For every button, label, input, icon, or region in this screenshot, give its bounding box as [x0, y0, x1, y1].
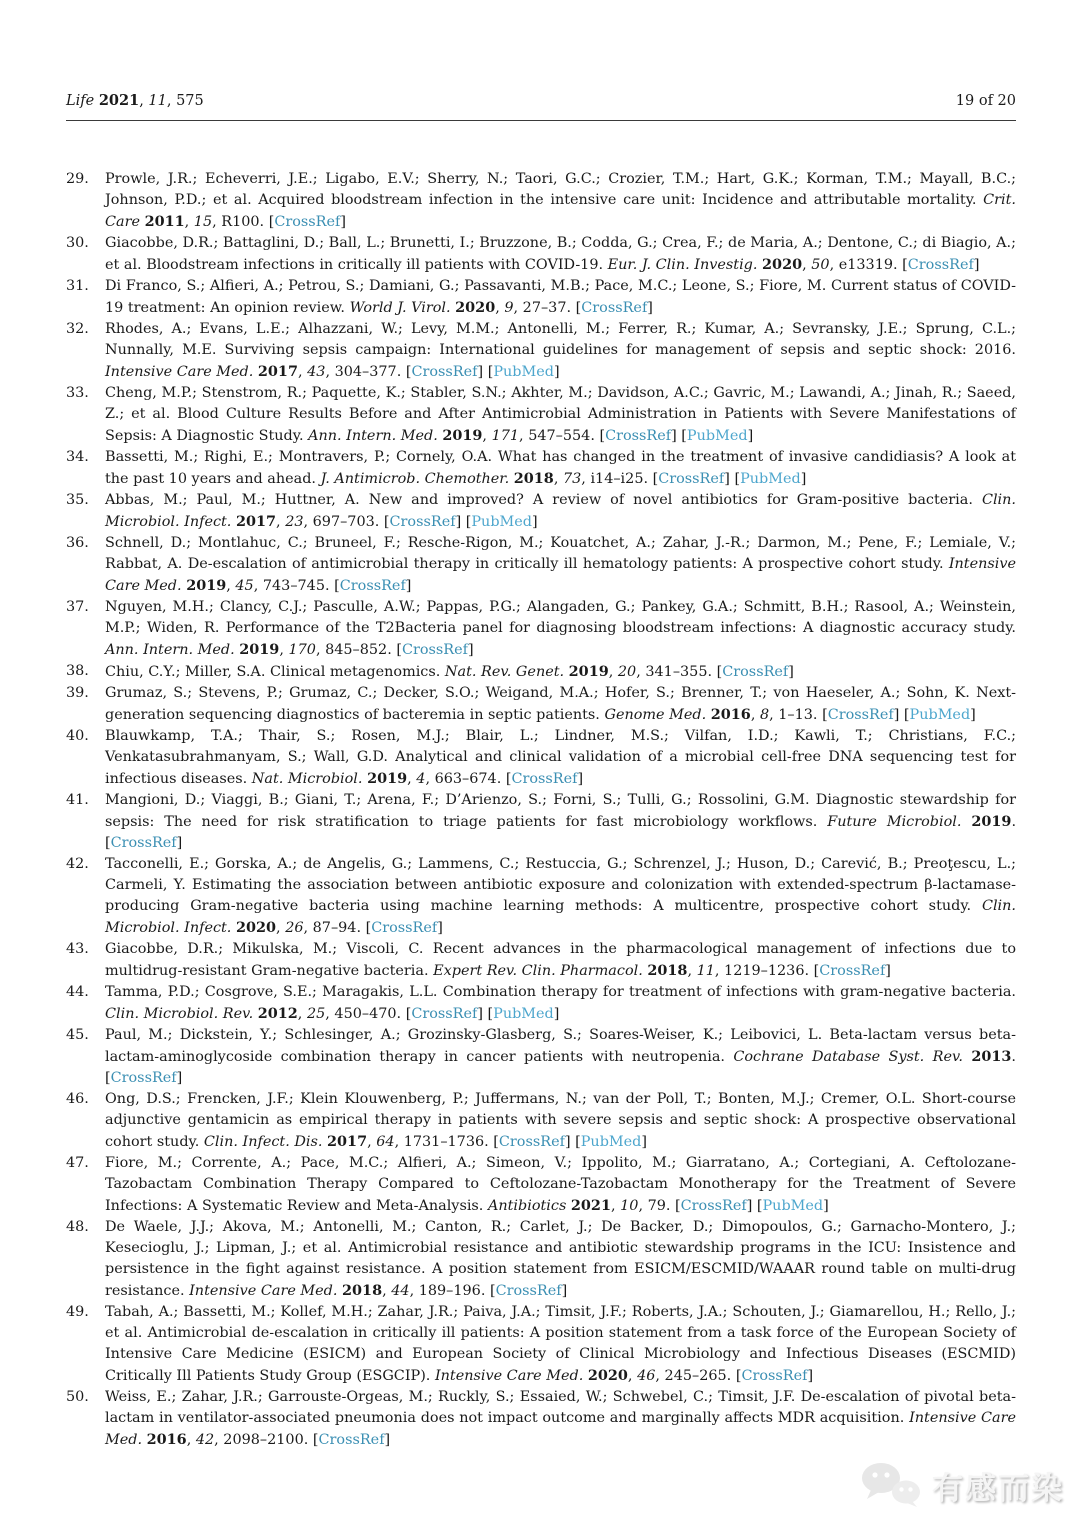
reference-item: [66, 447, 1016, 490]
crossref-link[interactable]: CrossRef: [411, 1006, 478, 1022]
reference-item: [66, 1153, 1016, 1217]
reference-item: [66, 533, 1016, 597]
pubmed-link[interactable]: PubMed: [909, 707, 971, 723]
reference-item: [66, 1089, 1016, 1153]
crossref-link[interactable]: CrossRef: [498, 1134, 565, 1150]
crossref-link[interactable]: CrossRef: [511, 771, 578, 787]
reference-text: Ong, D.S.; Frencken, J.F.; Klein Klouwenberg, P.; Juffermans, N.; van der Poll, T.; Bonten, M.J.; Cremer, O.L. Short-course adjunctive gentamicin as empirical therapy in patients with severe sepsis and septic shock: A prospective observational cohort study. Clin. Infect. Dis. 2017, 64, 1731–1736. [CrossRef] [PubMed]: [105, 1091, 1016, 1150]
reference-number: 45.: [66, 1027, 89, 1043]
crossref-link[interactable]: CrossRef: [318, 1432, 385, 1448]
crossref-link[interactable]: CrossRef: [371, 920, 438, 936]
reference-text: Di Franco, S.; Alfieri, A.; Petrou, S.; Damiani, G.; Passavanti, M.B.; Pace, M.C.; Leone, S.; Fiore, M. Current status of COVID-19 treatment: An opinion review. World J. Virol. 2020, 9, 27–37. [CrossRef]: [105, 278, 1016, 316]
wechat-icon: [860, 1461, 924, 1509]
reference-item: [66, 982, 1016, 1025]
reference-number: 42.: [66, 856, 89, 872]
crossref-link[interactable]: CrossRef: [110, 1070, 177, 1086]
pubmed-link[interactable]: PubMed: [580, 1134, 642, 1150]
reference-number: 37.: [66, 599, 89, 615]
reference-number: 49.: [66, 1304, 89, 1320]
references-list: [66, 169, 1016, 1451]
crossref-link[interactable]: CrossRef: [274, 214, 341, 230]
crossref-link[interactable]: CrossRef: [401, 642, 468, 658]
reference-text: Mangioni, D.; Viaggi, B.; Giani, T.; Arena, F.; D’Arienzo, S.; Forni, S.; Tulli, G.; Rossolini, G.M. Diagnostic stewardship for sepsis: The need for risk stratification to triage patients for fast microbiology workflows. Future Microbiol. 2019. [CrossRef]: [105, 792, 1017, 851]
watermark: [860, 1461, 1064, 1509]
crossref-link[interactable]: CrossRef: [581, 300, 648, 316]
crossref-link[interactable]: CrossRef: [110, 835, 177, 851]
reference-text: Prowle, J.R.; Echeverri, J.E.; Ligabo, E.V.; Sherry, N.; Taori, G.C.; Crozier, T.M.; Hart, G.K.; Korman, T.M.; Mayall, B.C.; Johnson, P.D.; et al. Acquired bloodstream infection in the intensive care unit: Incidence and attributable mortality. Crit. Care 2011, 15, R100. [CrossRef]: [105, 171, 1016, 230]
crossref-link[interactable]: CrossRef: [741, 1368, 808, 1384]
header-divider: [66, 120, 1016, 121]
crossref-link[interactable]: CrossRef: [680, 1198, 747, 1214]
reference-item: [66, 1302, 1016, 1387]
reference-number: 43.: [66, 941, 89, 957]
watermark-text: 有感而染: [932, 1470, 1064, 1507]
reference-text: Fiore, M.; Corrente, A.; Pace, M.C.; Alfieri, A.; Simeon, V.; Ippolito, M.; Giarratano, A.; Cortegiani, A. Ceftolozane-Tazobactam Combination Therapy Compared to Ceftolozane-Tazobactam Monotherapy for the Treatment of Severe Infections: A Systematic Review and Meta-Analysis. Antibiotics 2021, 10, 79. [CrossRef] [PubMed]: [105, 1155, 1016, 1214]
reference-number: 36.: [66, 535, 89, 551]
reference-number: 33.: [66, 385, 89, 401]
reference-item: [66, 854, 1016, 939]
reference-item: [66, 319, 1016, 383]
reference-text: Weiss, E.; Zahar, J.R.; Garrouste-Orgeas, M.; Ruckly, S.; Essaied, W.; Schwebel, C.; Timsit, J.F. De-escalation of pivotal beta-lactam in ventilator-associated pneumonia does not impact outcome and marginally affects MDR acquisition. Intensive Care Med. 2016, 42, 2098–2100. [CrossRef]: [105, 1389, 1016, 1448]
reference-text: Bassetti, M.; Righi, E.; Montravers, P.; Cornely, O.A. What has changed in the treatment of invasive candidiasis? A look at the past 10 years and ahead. J. Antimicrob. Chemother. 2018, 73, i14–i25. [CrossRef] [PubMed]: [105, 449, 1016, 487]
reference-item: [66, 790, 1016, 854]
reference-text: Paul, M.; Dickstein, Y.; Schlesinger, A.; Grozinsky-Glasberg, S.; Soares-Weiser, K.; Leibovici, L. Beta-lactam versus beta-lactam-aminoglycoside combination therapy in cancer patients with neutropenia. Cochrane Database Syst. Rev. 2013. [CrossRef]: [105, 1027, 1016, 1086]
reference-text: Blauwkamp, T.A.; Thair, S.; Rosen, M.J.; Blair, L.; Lindner, M.S.; Vilfan, I.D.; Kawli, T.; Christians, F.C.; Venkatasubrahmanyam, S.; Wall, G.D. Analytical and clinical validation of a microbial cell-free DNA sequencing test for infectious diseases. Nat. Microbiol. 2019, 4, 663–674. [CrossRef]: [105, 728, 1016, 787]
crossref-link[interactable]: CrossRef: [722, 664, 789, 680]
reference-number: 48.: [66, 1219, 89, 1235]
reference-number: 32.: [66, 321, 89, 337]
reference-text: Grumaz, S.; Stevens, P.; Grumaz, C.; Decker, S.O.; Weigand, M.A.; Hofer, S.; Brenner, T.; von Haeseler, A.; Sohn, K. Next-generation sequencing diagnostics of bacteremia in septic patients. Genome Med. 2016, 8, 1–13. [CrossRef] [PubMed]: [105, 685, 1016, 723]
pubmed-link[interactable]: PubMed: [471, 514, 533, 530]
reference-item: [66, 1387, 1016, 1451]
crossref-link[interactable]: CrossRef: [605, 428, 672, 444]
pubmed-link[interactable]: PubMed: [686, 428, 748, 444]
reference-text: Schnell, D.; Montlahuc, C.; Bruneel, F.; Resche-Rigon, M.; Kouatchet, A.; Zahar, J.-R.; Darmon, M.; Pene, F.; Lemiale, V.; Rabbat, A. De-escalation of antimicrobial therapy in critically ill hematology patients: A prospective cohort study. Intensive Care Med. 2019, 45, 743–745. [CrossRef]: [105, 535, 1016, 594]
reference-item: [66, 1025, 1016, 1089]
reference-text: Tabah, A.; Bassetti, M.; Kollef, M.H.; Zahar, J.R.; Paiva, J.A.; Timsit, J.F.; Roberts, J.A.; Schouten, J.; Giamarellou, H.; Rello, J.; et al. Antimicrobial de-escalation in critically ill patients: A position statement from a task force of the European Society of Intensive Care Medicine (ESICM) and European Society of Clinical Microbiology and Infectious Diseases (ESCMID) Critically Ill Patients Study Group (ESGCIP). Intensive Care Med. 2020, 46, 245–265. [CrossRef]: [105, 1304, 1016, 1384]
crossref-link[interactable]: CrossRef: [339, 578, 406, 594]
pubmed-link[interactable]: PubMed: [493, 1006, 554, 1022]
reference-number: 40.: [66, 728, 89, 744]
reference-number: 35.: [66, 492, 89, 508]
reference-text: Giacobbe, D.R.; Battaglini, D.; Ball, L.; Brunetti, I.; Bruzzone, B.; Codda, G.; Crea, F.; de Maria, A.; Dentone, C.; di Biagio, A.; et al. Bloodstream infections in critically ill patients with COVID-19. Eur. J. Clin. Investig. 2020, 50, e13319. [CrossRef]: [105, 235, 1016, 273]
crossref-link[interactable]: CrossRef: [495, 1283, 562, 1299]
pubmed-link[interactable]: PubMed: [762, 1198, 824, 1214]
reference-number: 46.: [66, 1091, 89, 1107]
reference-text: Chiu, C.Y.; Miller, S.A. Clinical metagenomics. Nat. Rev. Genet. 2019, 20, 341–355. [CrossRef]: [105, 663, 794, 680]
reference-item: [66, 661, 1016, 683]
reference-item: [66, 1217, 1016, 1302]
reference-text: Rhodes, A.; Evans, L.E.; Alhazzani, W.; Levy, M.M.; Antonelli, M.; Ferrer, R.; Kumar, A.; Sevransky, J.E.; Sprung, C.L.; Nunnally, M.E. Surviving sepsis campaign: International guidelines for management of sepsis and septic shock: 2016. Intensive Care Med. 2017, 43, 304–377. [CrossRef] [PubMed]: [105, 321, 1016, 380]
reference-item: [66, 233, 1016, 276]
reference-text: Nguyen, M.H.; Clancy, C.J.; Pasculle, A.W.; Pappas, P.G.; Alangaden, G.; Pankey, G.A.; Schmitt, B.H.; Rasool, A.; Weinstein, M.P.; Widen, R. Performance of the T2Bacteria panel for diagnosing bloodstream infections: A diagnostic accuracy study. Ann. Intern. Med. 2019, 170, 845–852. [CrossRef]: [105, 599, 1016, 658]
reference-item: [66, 597, 1016, 661]
page-number: 19 of 20: [955, 93, 1016, 109]
reference-number: 31.: [66, 278, 89, 294]
reference-item: [66, 939, 1016, 982]
reference-item: [66, 726, 1016, 790]
reference-text: Tacconelli, E.; Gorska, A.; de Angelis, G.; Lammens, C.; Restuccia, G.; Schrenzel, J.; Huson, D.; Carević, B.; Preoţescu, L.; Carmeli, Y. Estimating the association between antibiotic exposure and colonization with extended-spectrum β-lactamase-producing Gram-negative bacteria using machine learning methods: A multicentre, prospective cohort study. Clin. Microbiol. Infect. 2020, 26, 87–94. [CrossRef]: [105, 856, 1016, 936]
reference-number: 41.: [66, 792, 89, 808]
reference-item: [66, 276, 1016, 319]
reference-number: 34.: [66, 449, 89, 465]
pubmed-link[interactable]: PubMed: [740, 471, 801, 487]
reference-item: [66, 169, 1016, 233]
crossref-link[interactable]: CrossRef: [819, 963, 886, 979]
reference-item: [66, 683, 1016, 726]
reference-text: Giacobbe, D.R.; Mikulska, M.; Viscoli, C. Recent advances in the pharmacological management of infections due to multidrug-resistant Gram-negative bacteria. Expert Rev. Clin. Pharmacol. 2018, 11, 1219–1236. [CrossRef]: [105, 941, 1016, 979]
crossref-link[interactable]: CrossRef: [389, 514, 456, 530]
reference-text: Cheng, M.P.; Stenstrom, R.; Paquette, K.; Stabler, S.N.; Akhter, M.; Davidson, A.C.; Gavric, M.; Lawandi, A.; Jinah, R.; Saeed, Z.; et al. Blood Culture Results Before and After Antimicrobial Administration in Patients with Severe Manifestations of Sepsis: A Diagnostic Study. Ann. Intern. Med. 2019, 171, 547–554. [CrossRef] [PubMed]: [105, 385, 1016, 444]
reference-number: 44.: [66, 984, 89, 1000]
reference-number: 38.: [66, 663, 89, 679]
crossref-link[interactable]: CrossRef: [658, 471, 725, 487]
page-header: [66, 92, 1016, 109]
reference-item: [66, 490, 1016, 533]
reference-number: 39.: [66, 685, 89, 701]
reference-number: 50.: [66, 1389, 89, 1405]
crossref-link[interactable]: CrossRef: [411, 364, 478, 380]
crossref-link[interactable]: CrossRef: [827, 707, 894, 723]
reference-text: Tamma, P.D.; Cosgrove, S.E.; Maragakis, L.L. Combination therapy for treatment of infections with gram-negative bacteria. Clin. Microbiol. Rev. 2012, 25, 450–470. [CrossRef] [PubMed]: [105, 984, 1016, 1022]
reference-number: 30.: [66, 235, 89, 251]
reference-number: 47.: [66, 1155, 89, 1171]
journal-citation: Life 2021, 11, 575: [66, 92, 204, 109]
reference-item: [66, 383, 1016, 447]
pubmed-link[interactable]: PubMed: [493, 364, 554, 380]
reference-text: Abbas, M.; Paul, M.; Huttner, A. New and improved? A review of novel antibiotics for Gram-positive bacteria. Clin. Microbiol. Infect. 2017, 23, 697–703. [CrossRef] [PubMed]: [105, 492, 1016, 530]
reference-text: De Waele, J.J.; Akova, M.; Antonelli, M.; Canton, R.; Carlet, J.; De Backer, D.; Dimopoulos, G.; Garnacho-Montero, J.; Kesecioglu, J.; Lipman, J.; et al. Antimicrobial resistance and antibiotic stewardship programs in the ICU: Insistence and persistence in the fight against resistance. A position statement from ESICM/ESCMID/WAAAR round table on multi-drug resistance. Intensive Care Med. 2018, 44, 189–196. [CrossRef]: [105, 1219, 1016, 1299]
reference-number: 29.: [66, 171, 89, 187]
crossref-link[interactable]: CrossRef: [907, 257, 974, 273]
